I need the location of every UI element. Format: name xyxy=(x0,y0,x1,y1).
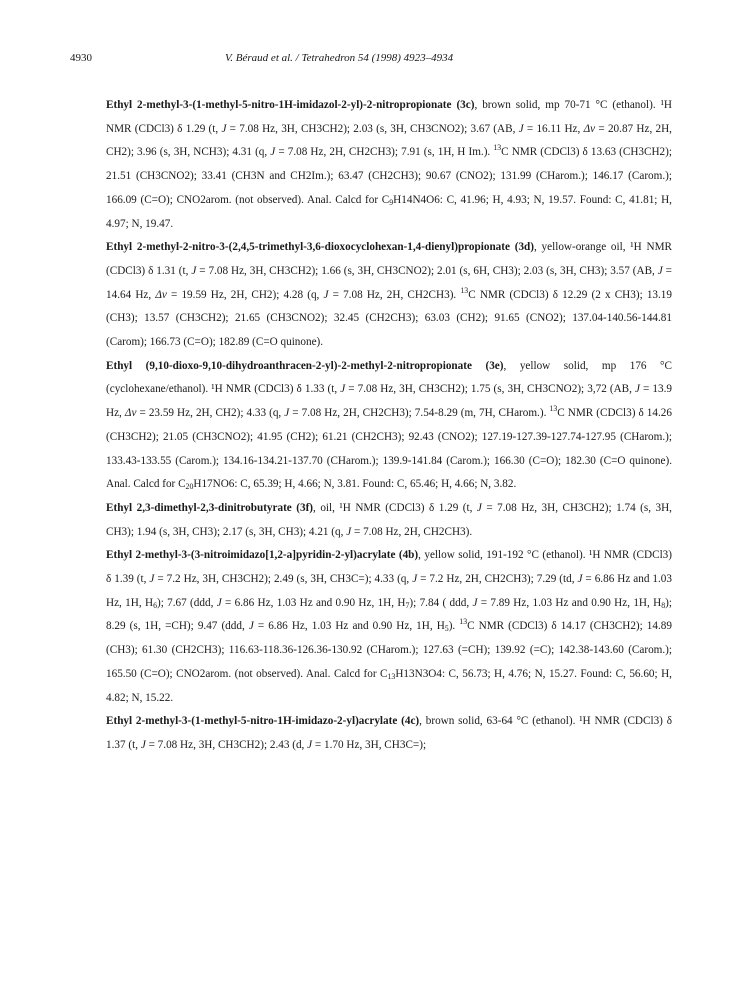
compound-entry xyxy=(106,355,672,497)
running-title: V. Béraud et al. / Tetrahedron 54 (1998) 4923–4934 xyxy=(225,52,454,64)
compound-characterization: , yellow solid, 191-192 °C (ethanol). ¹H NMR (CDCl3) δ 1.39 (t, J = 7.2 Hz, 3H, CH3CH2); 2.49 (s, 3H, CH3C=); 4.33 (q, J = 7.2 Hz, 2H, CH2CH3); 7.29 (td, J = 6.86 Hz and 1.03 Hz, 1H, $H_6$); 7.67 (ddd, J = 6.86 Hz, 1.03 Hz and 0.90 Hz, 1H, $H_7$); 7.84 ( ddd, J = 7.89 Hz, 1.03 Hz and 0.90 Hz, 1H, $H_8$); 8.29 (s, 1H, =CH); 9.47 (ddd, J = 6.86 Hz, 1.03 Hz and 0.90 Hz, 1H, $H_5$). $^{13}$C NMR (CDCl3) δ 14.17 (CH3CH2); 14.89 (CH3); 61.30 (CH2CH3); 116.63-118.36-126.36-130.92 (CHarom.); 127.63 (=CH); 139.92 (=C); 142.38-143.60 (Carom.); 165.50 (C=O); CNO2arom. (not observed). Anal. Calcd for $C_{13}H13N3O4$: C, 56.73; H, 4.76; N, 15.27. Found: C, 56.60; H, 4.82; N, 15.22. xyxy=(106,549,672,704)
page-header xyxy=(70,52,670,68)
compound-name: Ethyl 2,3-dimethyl-2,3-dinitrobutyrate (3f) xyxy=(106,501,314,514)
compound-name: Ethyl (9,10-dioxo-9,10-dihydroanthracen-2-yl)-2-methyl-2-nitropropionate (3e) xyxy=(106,359,504,372)
compound-characterization: , yellow solid, mp 176 °C (cyclohexane/ethanol). ¹H NMR (CDCl3) δ 1.33 (t, J = 7.08 Hz, 3H, CH3CH2); 1.75 (s, 3H, CH3CNO2); 3,72 (AB, J = 13.9 Hz, Δv = 23.59 Hz, 2H, CH2); 4.33 (q, J = 7.08 Hz, 2H, CH2CH3); 7.54-8.29 (m, 7H, CHarom.). $^{13}$C NMR (CDCl3) δ 14.26 (CH3CH2); 21.05 (CH3CNO2); 41.95 (CH2); 61.21 (CH2CH3); 92.43 (CNO2); 127.19-127.39-127.74-127.95 (CHarom.); 133.43-133.55 (Carom.); 134.16-134.21-137.70 (CHarom.); 139.9-141.84 (Carom.); 166.30 (C=O); 182.30 (C=O quinone). Anal. Calcd for $C_{20}H17NO6$: C, 65.39; H, 4.66; N, 3.81. Found: C, 65.46; H, 4.66; N, 3.82. xyxy=(106,359,673,492)
compound-name: Ethyl 2-methyl-3-(1-methyl-5-nitro-1H-imidazo-2-yl)acrylate (4c) xyxy=(106,715,420,728)
compound-characterization: , yellow-orange oil, ¹H NMR (CDCl3) δ 1.31 (t, J = 7.08 Hz, 3H, CH3CH2); 1.66 (s, 3H, CH3CNO2); 2.01 (s, 6H, CH3); 2.03 (s, 3H, CH3); 3.57 (AB, J = 14.64 Hz, Δv = 19.59 Hz, 2H, CH2); 4.28 (q, J = 7.08 Hz, 2H, CH2CH3). $^{13}$C NMR (CDCl3) δ 12.29 (2 x CH3); 13.19 (CH3); 13.57 (CH3CH2); 21.65 (CH3CNO2); 32.45 (CH2CH3); 63.03 (CH2); 91.65 (CNO2); 137.04-140.56-144.81 (Carom); 166.73 (C=O); 182.89 (C=O quinone). xyxy=(106,241,672,349)
compound-entry xyxy=(106,94,672,236)
compound-name: Ethyl 2-methyl-2-nitro-3-(2,4,5-trimethyl-3,6-dioxocyclohexan-1,4-dienyl)propionate (3d) xyxy=(106,241,534,254)
compound-name: Ethyl 2-methyl-3-(3-nitroimidazo[1,2-a]pyridin-2-yl)acrylate (4b) xyxy=(106,549,419,562)
compound-entry xyxy=(106,236,672,355)
compound-name: Ethyl 2-methyl-3-(1-methyl-5-nitro-1H-imidazol-2-yl)-2-nitropropionate (3c) xyxy=(106,99,475,111)
compound-characterization: , brown solid, 63-64 °C (ethanol). ¹H NMR (CDCl3) δ 1.37 (t, J = 7.08 Hz, 3H, CH3CH2); 2.43 (d, J = 1.70 Hz, 3H, CH3C=); xyxy=(106,715,672,751)
compound-entry xyxy=(106,497,672,544)
compound-characterization: , brown solid, mp 70-71 °C (ethanol). ¹H NMR (CDCl3) δ 1.29 (t, J = 7.08 Hz, 3H, CH3CH2); 2.03 (s, 3H, CH3CNO2); 3.67 (AB, J = 16.11 Hz, Δv = 20.87 Hz, 2H, CH2); 3.96 (s, 3H, NCH3); 4.31 (q, J = 7.08 Hz, 2H, CH2CH3); 7.91 (s, 1H, H Im.). $^{13}$C NMR (CDCl3) δ 13.63 (CH3CH2); 21.51 (CH3CNO2); 33.41 (CH3N and CH2Im.); 63.47 (CH2CH3); 90.67 (CNO2); 131.99 (CHarom.); 146.17 (Carom.); 166.09 (C=O); CNO2arom. (not observed). Anal. Calcd for $C_9H14N4O6$: C, 41.96; H, 4.93; N, 19.57. Found: C, 41.81; H, 4.97; N, 19.47. xyxy=(106,99,672,230)
compound-entry xyxy=(106,544,672,710)
compound-characterization: , oil, ¹H NMR (CDCl3) δ 1.29 (t, J = 7.08 Hz, 3H, CH3CH2); 1.74 (s, 3H, CH3); 1.94 (s, 3H, CH3); 2.17 (s, 3H, CH3); 4.21 (q, J = 7.08 Hz, 2H, CH2CH3). xyxy=(106,501,672,538)
page-number: 4930 xyxy=(70,52,92,64)
article-body xyxy=(106,94,672,758)
compound-entry xyxy=(106,710,672,757)
